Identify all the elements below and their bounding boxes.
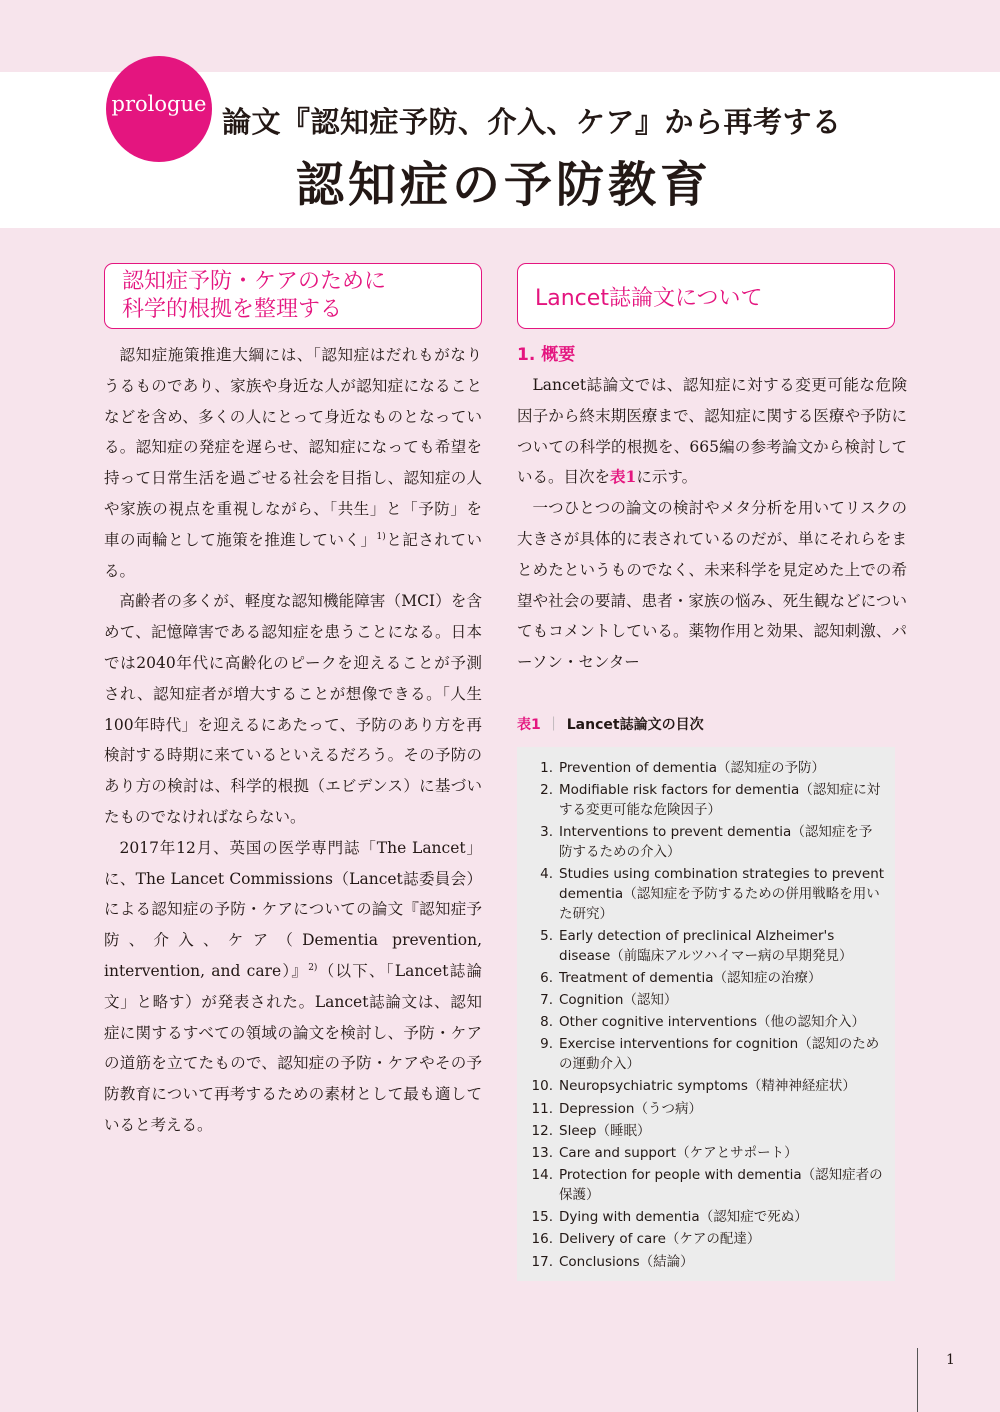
right-column — [517, 340, 907, 678]
list-item-number: 14. — [531, 1167, 553, 1184]
list-item-number: 4. — [540, 866, 553, 883]
list-item — [517, 865, 885, 924]
list-item-text: Protection for people with dementia（認知症者の保護） — [559, 1167, 883, 1204]
list-item — [517, 1166, 885, 1206]
list-item — [517, 1035, 885, 1075]
page-number-rule — [917, 1348, 918, 1412]
footnote-ref-1: 1) — [376, 531, 386, 542]
page-number: 1 — [946, 1352, 955, 1368]
list-item-text: Conclusions（結論） — [559, 1253, 694, 1270]
left-paragraph-1 — [104, 340, 482, 586]
table-caption-number: 表1 — [517, 717, 541, 733]
list-item-number: 11. — [531, 1100, 553, 1117]
left-heading-line-2: 科学的根拠を整理する — [122, 297, 343, 322]
table-caption — [517, 714, 704, 734]
list-item — [517, 823, 885, 863]
list-item — [517, 1208, 885, 1228]
left-column — [104, 340, 482, 1141]
list-item-number: 9. — [540, 1036, 553, 1053]
list-item-text: Dying with dementia（認知症で死ぬ） — [559, 1209, 808, 1226]
right-paragraph-1 — [517, 370, 907, 493]
article-subtitle: 論文『認知症予防、介入、ケア』から再考する — [222, 105, 842, 139]
prologue-badge: prologue — [106, 56, 212, 162]
page-title: 認知症の予防教育 — [296, 157, 713, 213]
right-section-heading — [517, 263, 895, 329]
list-item — [517, 1253, 885, 1273]
list-item-text: Other cognitive interventions（他の認知介入） — [559, 1014, 866, 1031]
list-item-number: 2. — [540, 782, 553, 799]
list-item-number: 7. — [540, 992, 553, 1009]
list-item-text: Sleep（睡眠） — [559, 1122, 651, 1139]
right-heading-text: Lancet誌論文について — [535, 285, 763, 311]
list-item — [517, 1077, 885, 1097]
table-caption-separator: ｜ — [546, 717, 561, 733]
list-item — [517, 1230, 885, 1250]
left-p3-end: （以下、「Lancet誌論文」と略す）が発表された。Lancet誌論文は、認知症に関するすべての領域の論文を検討し、予防・ケアの道筋を立てたもので、認知症の予防・ケアやその予防教育について再考するための素材として最も適していると考える。 — [104, 961, 482, 1134]
list-item — [517, 1122, 885, 1142]
list-item — [517, 759, 885, 779]
right-p1-text: Lancet誌論文では、認知症に対する変更可能な危険因子から終末期医療まで、認知症に関する医療や予防についての科学的根拠を、665編の参考論文から検討している。目次を — [517, 376, 907, 487]
list-item-number: 12. — [531, 1122, 553, 1139]
list-item-number: 1. — [540, 760, 553, 776]
list-item-text: Modifiable risk factors for dementia（認知症に対する変更可能な危険因子） — [559, 782, 881, 818]
list-item-number: 16. — [531, 1231, 553, 1248]
overview-heading: 1. 概要 — [517, 345, 576, 365]
list-item-text: Cognition（認知） — [559, 992, 678, 1009]
left-section-heading — [104, 263, 482, 329]
list-item-text: Neuropsychiatric symptoms（精神神経症状） — [559, 1078, 856, 1095]
list-item-text: Exercise interventions for cognition（認知のための運動介入） — [559, 1036, 880, 1073]
list-item-text: Prevention of dementia（認知症の予防） — [559, 760, 825, 776]
list-item — [517, 927, 885, 967]
list-item-text: Care and support（ケアとサポート） — [559, 1145, 798, 1162]
list-item-number: 10. — [531, 1078, 553, 1095]
table-ref: 表1 — [610, 467, 637, 487]
list-item-text: Studies using combination strategies to prevent dementia（認知症を予防するための併用戦略を用いた研究） — [559, 866, 885, 922]
left-paragraph-2: 高齢者の多くが、軽度な認知機能障害（MCI）を含めて、記憶障害である認知症を患うことになる。日本では2040年代に高齢化のピークを迎えることが予測され、認知症者が増大することが想像できる。「人生100年時代」を迎えるにあたって、予防のあり方を再検討する時期に来ているといえるだろう。その予防のあり方の検討は、科学的根拠（エビデンス）に基づいたものでなければならない。 — [104, 592, 482, 826]
list-item-number: 5. — [540, 927, 553, 944]
left-heading-line-1: 認知症予防・ケアのために — [122, 269, 387, 294]
list-item-number: 13. — [531, 1145, 553, 1162]
footnote-ref-2: 2) — [308, 962, 318, 973]
list-item-number: 8. — [540, 1014, 553, 1031]
table-caption-text: Lancet誌論文の目次 — [566, 717, 704, 733]
list-item-text: Depression（うつ病） — [559, 1100, 702, 1117]
list-item-text: Early detection of preclinical Alzheimer's disease（前臨床アルツハイマー病の早期発見） — [559, 927, 853, 964]
list-item — [517, 781, 885, 821]
list-item-number: 17. — [531, 1253, 553, 1270]
left-p3-text: 2017年12月、英国の医学専門誌「The Lancet」に、The Lancet Commissions（Lancet誌委員会）による認知症の予防・ケアについての論文『認知症予防、介入、ケア（Dementia prevention, intervention, and care）』 — [104, 838, 482, 980]
list-item — [517, 1144, 885, 1164]
list-item — [517, 1013, 885, 1033]
list-item-text: Delivery of care（ケアの配達） — [559, 1231, 761, 1248]
left-paragraph-3 — [104, 833, 482, 1141]
list-item-text: Interventions to prevent dementia（認知症を予防するための介入） — [559, 824, 873, 860]
list-item — [517, 991, 885, 1011]
list-item-text: Treatment of dementia（認知症の治療） — [559, 969, 822, 986]
table-of-contents — [517, 747, 895, 1281]
left-p1-end: と記されている。 — [104, 530, 482, 580]
list-item — [517, 1100, 885, 1120]
list-item-number: 15. — [531, 1209, 553, 1226]
list-item — [517, 969, 885, 989]
list-item-number: 6. — [540, 969, 553, 986]
left-p1-text: 認知症施策推進大綱には、「認知症はだれもがなりうるものであり、家族や身近な人が認知症になることなどを含め、多くの人にとって身近なものとなっている。認知症の発症を遅らせ、認知症になっても希望を持って日常生活を過ごせる社会を目指し、認知症の人や家族の視点を重視しながら、「共生」と「予防」を車の両輪として施策を推進していく」 — [104, 346, 482, 549]
right-paragraph-2: 一つひとつの論文の検討やメタ分析を用いてリスクの大きさが具体的に表されているのだが、単にそれらをまとめたというものでなく、未来科学を見定めた上での希望や社会の要請、患者・家族の悩み、死生観などについてもコメントしている。薬物作用と効果、認知刺激、パーソン・センター — [517, 499, 907, 672]
list-item-number: 3. — [540, 824, 553, 841]
right-p1-end: に示す。 — [636, 468, 698, 487]
